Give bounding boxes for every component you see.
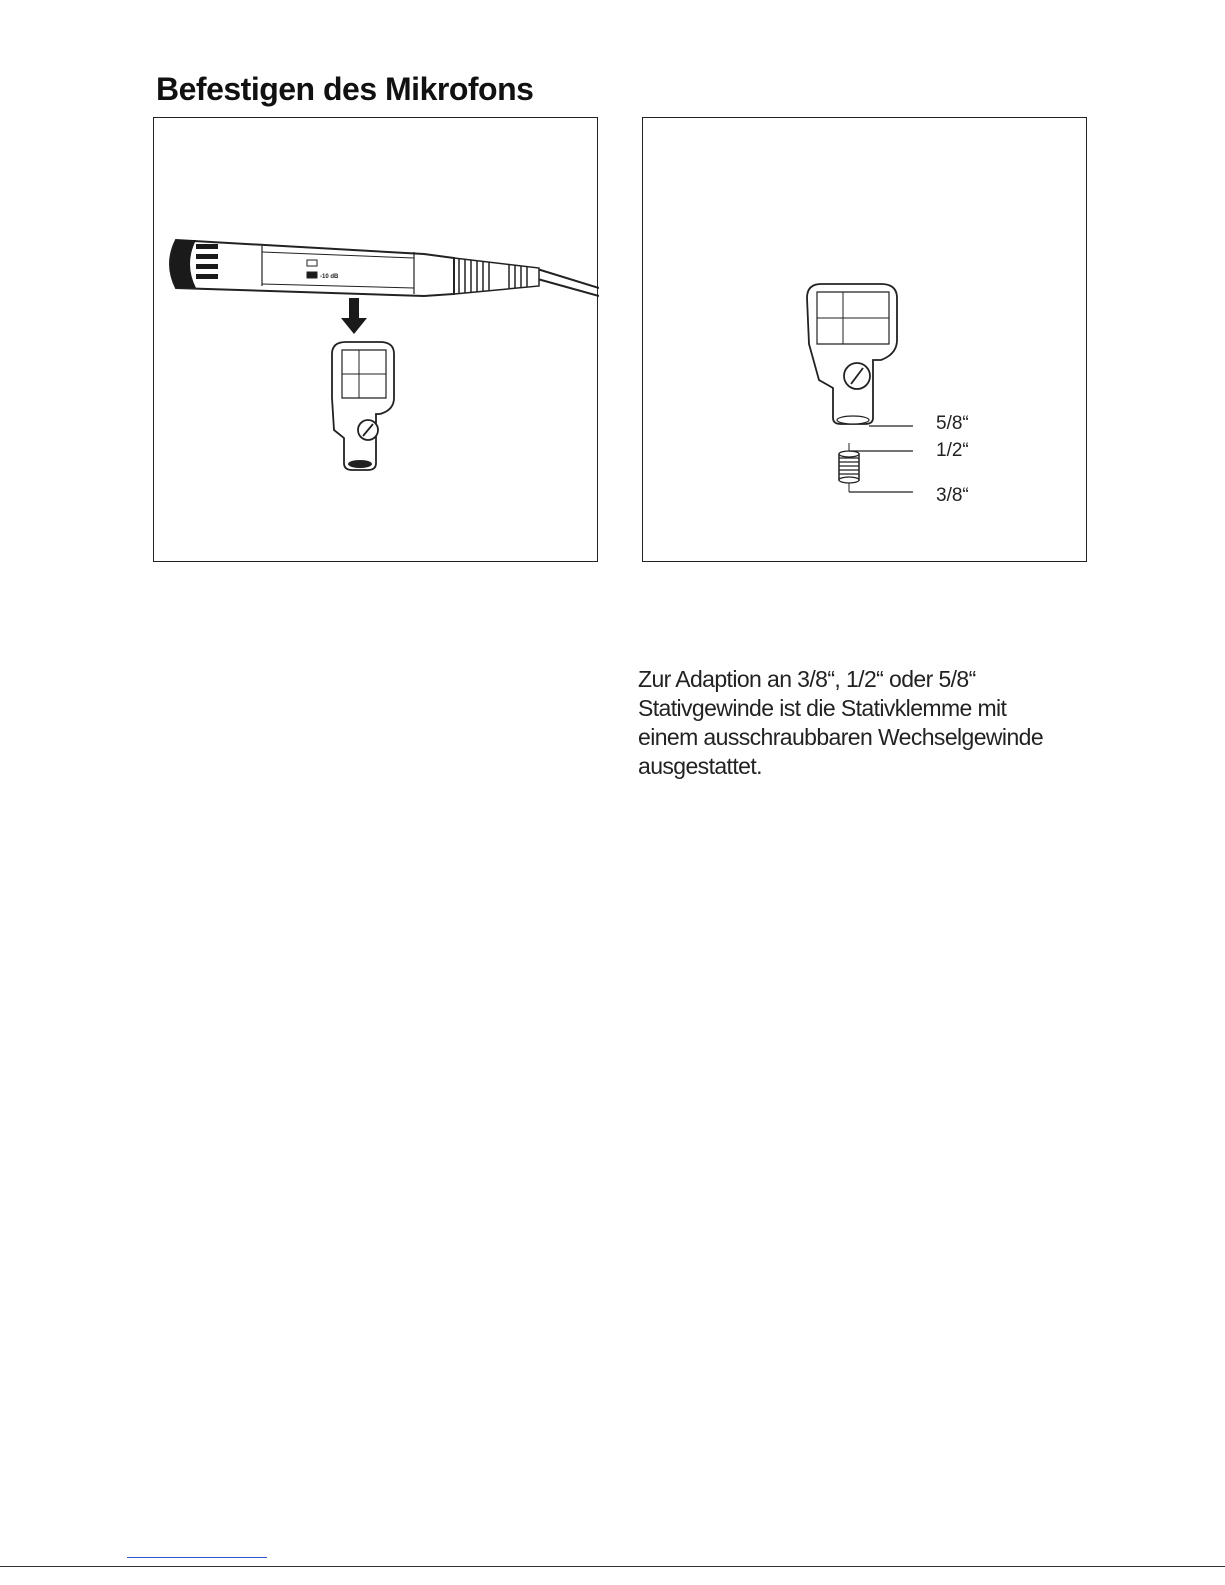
caption-line: ausgestattet.	[638, 753, 762, 779]
caption-line: Zur Adaption an 3/8“, 1/2“ oder 5/8“	[638, 666, 976, 692]
microphone-body	[170, 240, 454, 296]
caption-text	[638, 665, 1108, 781]
thread-adapter-illustration	[643, 118, 1088, 563]
thread-label-3-8: 3/8“	[936, 485, 969, 506]
thread-label-1-2: 1/2“	[936, 440, 969, 461]
arrow-down-icon	[341, 298, 367, 334]
caption-line: Stativgewinde ist die Stativklemme mit	[638, 695, 1007, 721]
footer-link-underline	[127, 1557, 267, 1558]
footer-divider	[0, 1566, 1225, 1567]
attenuation-switch-icon	[307, 272, 317, 278]
microphone-clamp-illustration	[154, 118, 599, 563]
stand-clamp	[807, 284, 897, 424]
caption-line: einem ausschraubbaren Wechselgewinde	[638, 724, 1044, 750]
page-title: Befestigen des Mikrofons	[156, 71, 534, 108]
thread-label-5-8: 5/8“	[936, 413, 969, 434]
attenuation-switch-label: -10 dB	[320, 274, 339, 280]
figure-thread-adapter	[642, 117, 1087, 562]
stand-clamp	[332, 342, 394, 470]
figure-mount-microphone	[153, 117, 598, 562]
microphone-cable-connector	[454, 258, 539, 294]
thread-insert	[839, 451, 859, 483]
